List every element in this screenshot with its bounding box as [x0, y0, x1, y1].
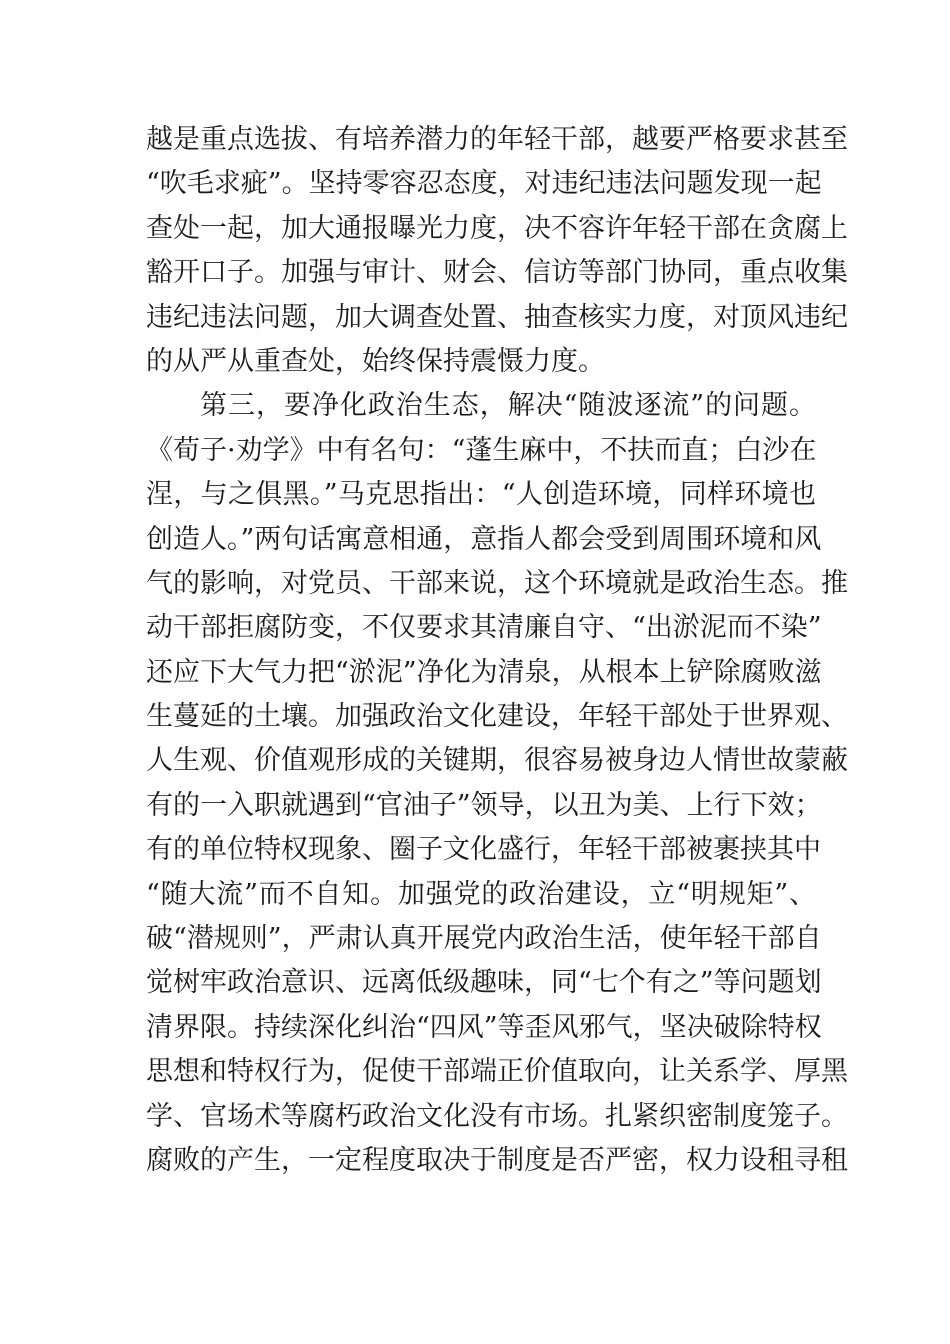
text-line: 觉树牢政治意识、远离低级趣味，同“七个有之”等问题划	[146, 967, 822, 999]
text-line: “随大流”而不自知。加强党的政治建设，立“明规矩”、	[146, 878, 816, 910]
text-line: 动干部拒腐防变，不仅要求其清廉自守、“出淤泥而不染”	[146, 612, 822, 644]
text-line: 人生观、价值观形成的关键期，很容易被身边人情世故蒙蔽	[146, 745, 848, 777]
text-line: 查处一起，加大通报曝光力度，决不容许年轻干部在贪腐上	[146, 212, 848, 244]
text-line: “吹毛求疵”。坚持零容忍态度，对违纪违法问题发现一起	[146, 168, 822, 200]
text-line: 生蔓延的土壤。加强政治文化建设，年轻干部处于世界观、	[146, 701, 848, 733]
paragraph-first-line: 第三，要净化政治生态，解决“随波逐流”的问题。	[200, 390, 816, 422]
body-text	[146, 118, 848, 1183]
text-line: 破“潜规则”，严肃认真开展党内政治生活，使年轻干部自	[146, 923, 822, 955]
text-line: 还应下大气力把“淤泥”净化为清泉，从根本上铲除腐败滋	[146, 656, 822, 688]
text-line: 的从严从重查处，始终保持震慑力度。	[146, 345, 605, 377]
text-line: 有的单位特权现象、圈子文化盛行，年轻干部被裹挟其中	[146, 834, 821, 866]
text-line: 气的影响，对党员、干部来说，这个环境就是政治生态。推	[146, 567, 848, 599]
text-line: 豁开口子。加强与审计、财会、信访等部门协同，重点收集	[146, 257, 848, 289]
text-line: 学、官场术等腐朽政治文化没有市场。扎紧织密制度笼子。	[146, 1100, 848, 1132]
text-line: 《荀子·劝学》中有名句：“蓬生麻中，不扶而直；白沙在	[146, 434, 817, 466]
text-line: 创造人。”两句话寓意相通，意指人都会受到周围环境和风	[146, 523, 822, 555]
text-line: 腐败的产生，一定程度取决于制度是否严密，权力设租寻租	[146, 1144, 848, 1176]
text-line: 违纪违法问题，加大调查处置、抽查核实力度，对顶风违纪	[146, 301, 848, 333]
text-line: 有的一入职就遇到“官油子”领导，以丑为美、上行下效；	[146, 789, 822, 821]
text-line: 越是重点选拔、有培养潜力的年轻干部，越要严格要求甚至	[146, 124, 848, 155]
text-line: 清界限。持续深化纠治“四风”等歪风邪气，坚决破除特权	[146, 1011, 822, 1043]
text-line: 涅，与之俱黑。”马克思指出：“人创造环境，同样环境也	[146, 479, 816, 511]
text-line: 思想和特权行为，促使干部端正价值取向，让关系学、厚黑	[146, 1056, 848, 1088]
